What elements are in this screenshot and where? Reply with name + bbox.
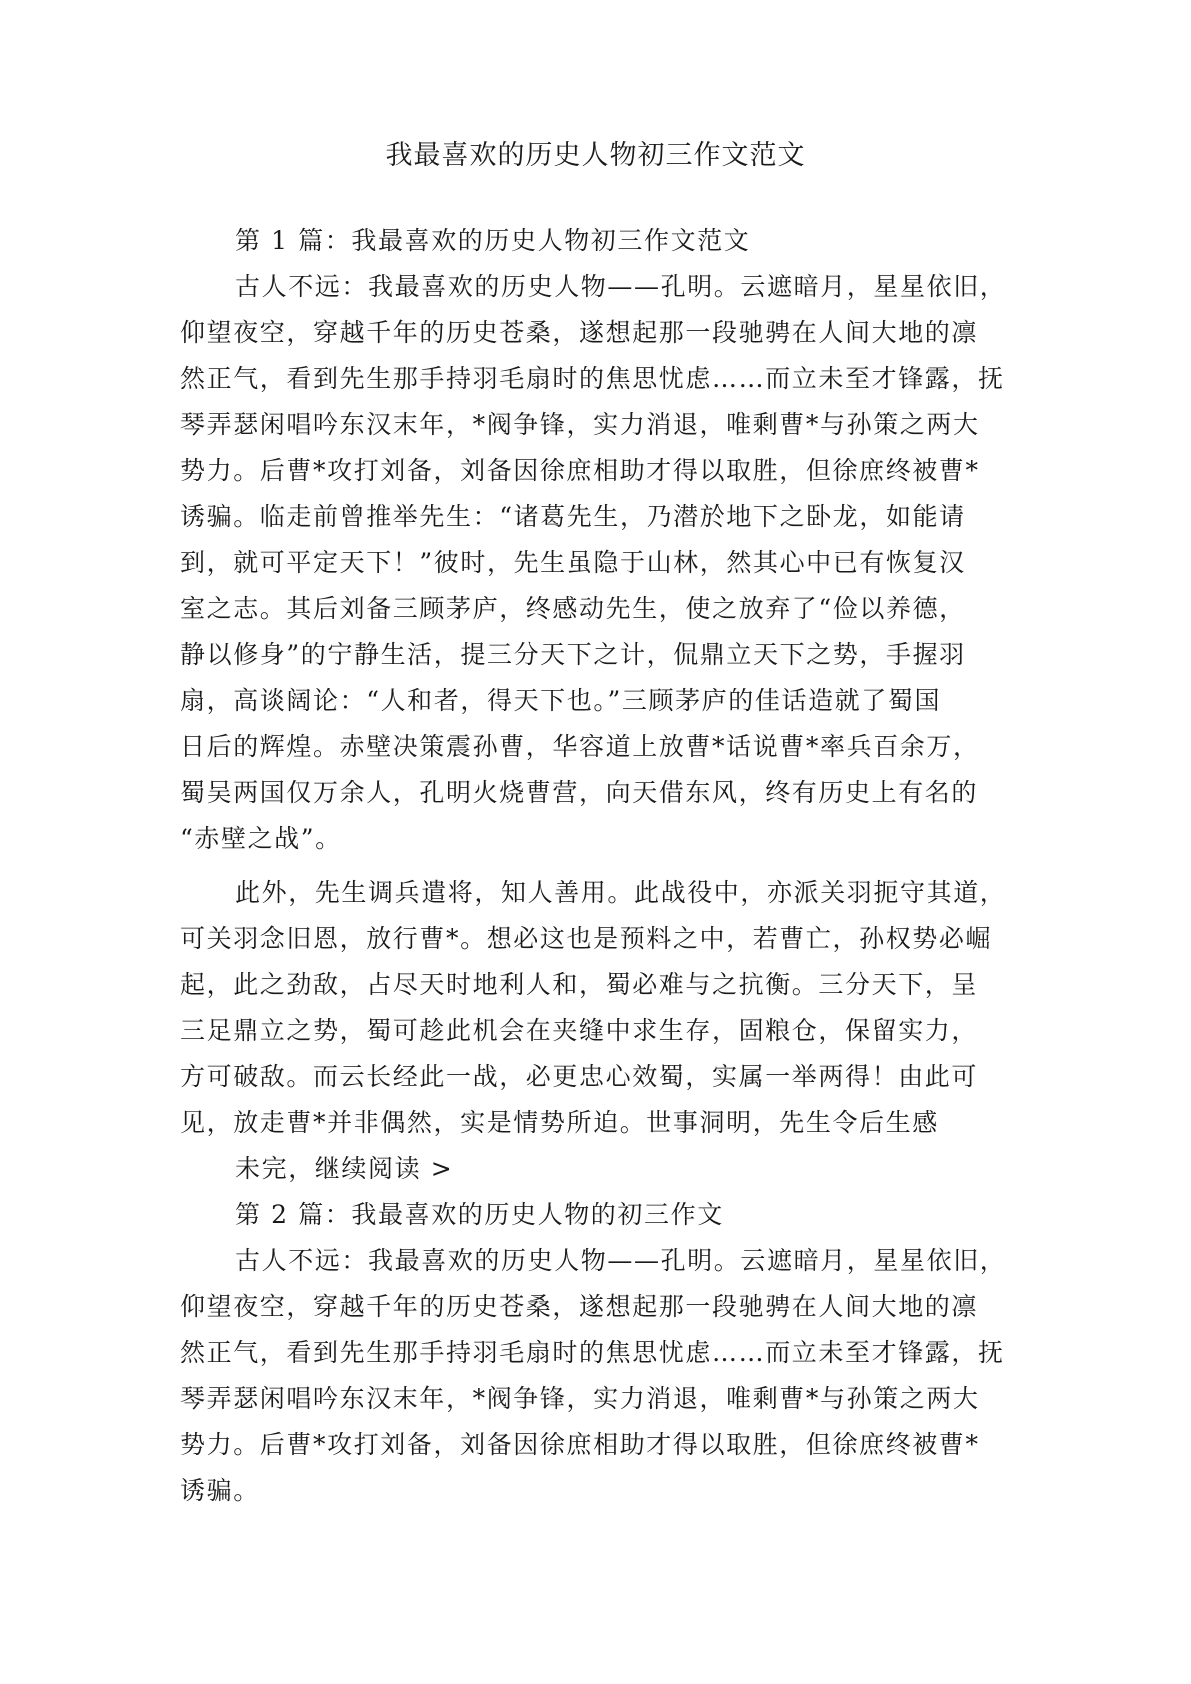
document-title: 我最喜欢的历史人物初三作文范文 xyxy=(385,140,806,171)
text-line: 见，放走曹*并非偶然，实是情势所迫。世事洞明，先生令后生感 xyxy=(180,1108,939,1137)
section-heading: 第 2 篇：我最喜欢的历史人物的初三作文 xyxy=(235,1200,724,1229)
text-line: 琴弄瑟闲唱吟东汉末年，*阀争锋，实力消退，唯剩曹*与孙策之两大 xyxy=(180,410,980,439)
text-line: 然正气，看到先生那手持羽毛扇时的焦思忧虑……而立未至才锋露，抚 xyxy=(180,1338,1005,1367)
text-line: 起，此之劲敌，占尽天时地利人和，蜀必难与之抗衡。三分天下，呈 xyxy=(180,970,979,999)
read-more-link[interactable]: 未完，继续阅读 > xyxy=(235,1154,454,1183)
text-line: 蜀吴两国仅万余人，孔明火烧曹营，向天借东风，终有历史上有名的 xyxy=(180,778,979,807)
text-line: 方可破敌。而云长经此一战，必更忠心效蜀，实属一举两得！由此可 xyxy=(180,1062,979,1091)
text-line: 仰望夜空，穿越千年的历史苍桑，遂想起那一段驰骋在人间大地的凛 xyxy=(180,318,979,347)
text-line: 古人不远：我最喜欢的历史人物——孔明。云遮暗月，星星依旧， xyxy=(235,272,1007,301)
paragraph xyxy=(180,264,1040,862)
text-line: 诱骗。临走前曾推举先生：“诸葛先生，乃潜於地下之卧龙，如能请 xyxy=(180,502,966,531)
text-line: 室之志。其后刘备三顾茅庐，终感动先生，使之放弃了“俭以养德， xyxy=(180,594,966,623)
text-line: 三足鼎立之势，蜀可趁此机会在夹缝中求生存，固粮仓，保留实力， xyxy=(180,1016,979,1045)
text-line: 势力。后曹*攻打刘备，刘备因徐庶相助才得以取胜，但徐庶终被曹* xyxy=(180,1430,980,1459)
text-line: 日后的辉煌。赤壁决策震孙曹，华容道上放曹*话说曹*率兵百余万， xyxy=(180,732,980,761)
text-line: 琴弄瑟闲唱吟东汉末年，*阀争锋，实力消退，唯剩曹*与孙策之两大 xyxy=(180,1384,980,1413)
text-line: 静以修身”的宁静生活，提三分天下之计，侃鼎立天下之势，手握羽 xyxy=(180,640,966,669)
text-line: 仰望夜空，穿越千年的历史苍桑，遂想起那一段驰骋在人间大地的凛 xyxy=(180,1292,979,1321)
paragraph xyxy=(180,1238,1040,1514)
text-line: 此外，先生调兵遣将，知人善用。此战役中，亦派关羽扼守其道， xyxy=(235,878,1007,907)
text-line: 到，就可平定天下！”彼时，先生虽隐于山林，然其心中已有恢复汉 xyxy=(180,548,966,577)
document-body xyxy=(180,218,1040,1514)
text-line: “赤壁之战”。 xyxy=(180,824,342,853)
paragraph xyxy=(180,870,1040,1146)
text-line: 诱骗。 xyxy=(180,1476,260,1505)
text-line: 古人不远：我最喜欢的历史人物——孔明。云遮暗月，星星依旧， xyxy=(235,1246,1007,1275)
text-line: 可关羽念旧恩，放行曹*。想必这也是预料之中，若曹亡，孙权势必崛 xyxy=(180,924,993,953)
section-heading: 第 1 篇：我最喜欢的历史人物初三作文范文 xyxy=(235,226,751,255)
text-line: 势力。后曹*攻打刘备，刘备因徐庶相助才得以取胜，但徐庶终被曹* xyxy=(180,456,980,485)
text-line: 然正气，看到先生那手持羽毛扇时的焦思忧虑……而立未至才锋露，抚 xyxy=(180,364,1005,393)
paragraph-spacer xyxy=(180,862,1040,870)
text-line: 扇，高谈阔论：“人和者，得天下也。”三顾茅庐的佳话造就了蜀国 xyxy=(180,686,942,715)
